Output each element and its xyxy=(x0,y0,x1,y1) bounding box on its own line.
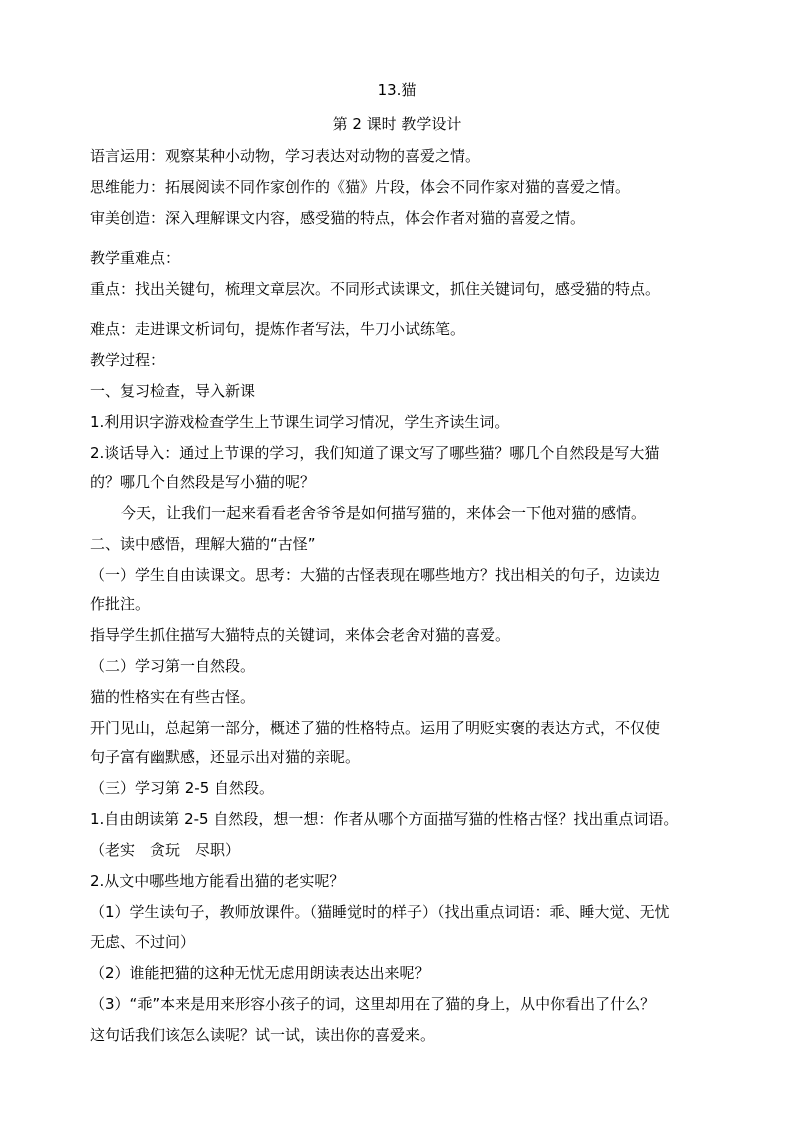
section-heading: 一、复习检查，导入新课 xyxy=(90,382,256,400)
text-line: 猫的性格实在有些古怪。 xyxy=(90,688,256,706)
text-line: （一）学生自由读课文。思考：大猫的古怪表现在哪些地方？找出相关的句子，边读边 xyxy=(90,566,661,584)
section-heading: 二、读中感悟，理解大猫的“古怪” xyxy=(90,535,316,553)
text-line: 重点：找出关键句，梳理文章层次。不同形式读课文，抓住关键词句，感受猫的特点。 xyxy=(90,280,661,298)
text-line: 句子富有幽默感，还显示出对猫的亲昵。 xyxy=(90,748,361,766)
text-line: 1.利用识字游戏检查学生上节课生词学习情况，学生齐读生词。 xyxy=(90,413,510,431)
text-line: 2.从文中哪些地方能看出猫的老实呢？ xyxy=(90,872,345,890)
text-line: 的？哪几个自然段是写小猫的呢？ xyxy=(90,473,316,491)
text-line: 语言运用：观察某种小动物，学习表达对动物的喜爱之情。 xyxy=(90,147,481,165)
text-line: 思维能力：拓展阅读不同作家创作的《猫》片段，体会不同作家对猫的喜爱之情。 xyxy=(90,178,631,196)
text-line: 今天，让我们一起来看看老舍爷爷是如何描写猫的，来体会一下他对猫的感情。 xyxy=(121,504,647,522)
text-line: 指导学生抓住描写大猫特点的关键词，来体会老舍对猫的喜爱。 xyxy=(90,626,511,644)
document-title: 13.猫 xyxy=(377,81,417,99)
text-line: 1.自由朗读第 2-5 自然段，想一想：作者从哪个方面描写猫的性格古怪？找出重点词语。 xyxy=(90,810,679,828)
text-line: 审美创造：深入理解课文内容，感受猫的特点，体会作者对猫的喜爱之情。 xyxy=(90,209,586,227)
text-line: 难点：走进课文析词句，提炼作者写法，牛刀小试练笔。 xyxy=(90,320,466,338)
section-heading: 教学过程： xyxy=(90,351,166,369)
text-line: 2.谈话导入：通过上节课的学习，我们知道了课文写了哪些猫？哪几个自然段是写大猫 xyxy=(90,444,660,462)
text-line: 开门见山，总起第一部分，概述了猫的性格特点。运用了明贬实褒的表达方式，不仅使 xyxy=(90,719,661,737)
text-line: （老实 贪玩 尽职） xyxy=(90,841,241,859)
text-line: 作批注。 xyxy=(90,595,151,613)
text-line: 这句话我们该怎么读呢？试一试，读出你的喜爱来。 xyxy=(90,1026,436,1044)
text-line: （3）“乖”本来是用来形容小孩子的词，这里却用在了猫的身上，从中你看出了什么？ xyxy=(90,995,656,1013)
text-line: （2）谁能把猫的这种无忧无虑用朗读表达出来呢？ xyxy=(90,964,430,982)
text-line: （二）学习第一自然段。 xyxy=(90,657,256,675)
text-line: 无虑、不过问） xyxy=(90,933,196,951)
section-heading: 教学重难点： xyxy=(90,249,181,267)
text-line: （1）学生读句子，教师放课件。（猫睡觉时的样子）（找出重点词语：乖、睡大觉、无忧 xyxy=(90,903,670,921)
document-subtitle: 第 2 课时 教学设计 xyxy=(332,115,462,133)
text-line: （三）学习第 2-5 自然段。 xyxy=(90,779,275,797)
